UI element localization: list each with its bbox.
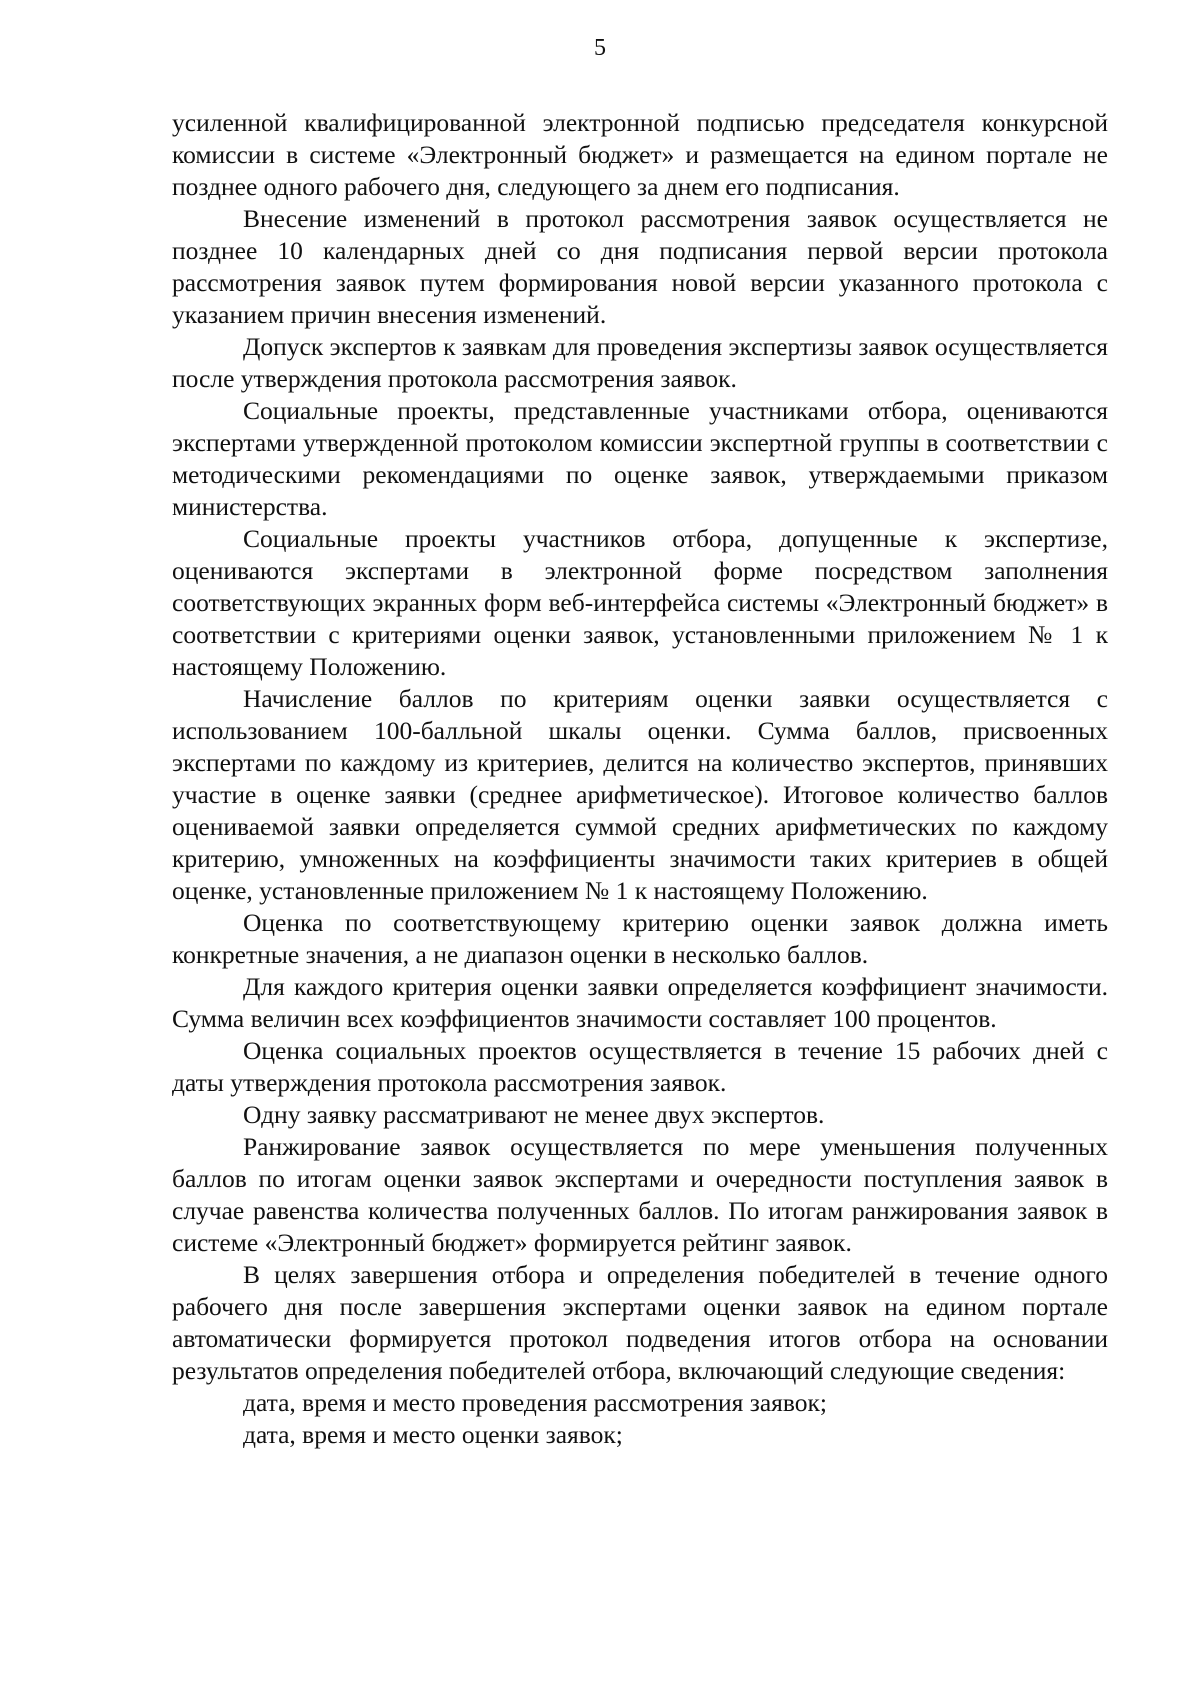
paragraph-scoring: Начисление баллов по критериям оценки заявки осуществляется с использованием 100-балльной шкалы оценки. Сумма баллов, присвоенных экспертами по каждому из критериев, делится на количество экспертов, принявших участие в оценке заявки (среднее арифметическое). Итоговое количество баллов оцениваемой заявки определяется суммой средних арифметических по каждому критерию, умноженных на коэффициенты значимости таких критериев в общей оценке, установленные приложением № 1 к настоящему Положению. xyxy=(172,684,1108,905)
paragraph-specific-values: Оценка по соответствующему критерию оценки заявок должна иметь конкретные значения, а не диапазон оценки в несколько баллов. xyxy=(172,908,1108,969)
paragraph-results-protocol: В целях завершения отбора и определения победителей в течение одного рабочего дня после завершения экспертами оценки заявок на едином портале автоматически формируется протокол подведения итогов отбора на основании результатов определения победителей отбора, включающий следующие сведения: xyxy=(172,1260,1108,1385)
paragraph-two-experts: Одну заявку рассматривают не менее двух экспертов. xyxy=(243,1100,825,1129)
paragraph-ranking: Ранжирование заявок осуществляется по мере уменьшения полученных баллов по итогам оценки заявок экспертами и очередности поступления заявок в случае равенства количества полученных баллов. По итогам ранжирования заявок в системе «Электронный бюджет» формируется рейтинг заявок. xyxy=(172,1132,1108,1257)
paragraph-electronic-evaluation: Социальные проекты участников отбора, допущенные к экспертизе, оцениваются экспертами в электронной форме посредством заполнения соответствующих экранных форм веб-интерфейса системы «Электронный бюджет» в соответствии с критериями оценки заявок, установленными приложением № 1 к настоящему Положению. xyxy=(172,524,1108,681)
document-body xyxy=(172,107,1108,1451)
page-number: 5 xyxy=(594,35,606,61)
list-item-evaluation-date: дата, время и место оценки заявок; xyxy=(243,1420,623,1449)
paragraph-evaluation-period: Оценка социальных проектов осуществляется в течение 15 рабочих дней с даты утверждения протокола рассмотрения заявок. xyxy=(172,1036,1108,1097)
paragraph-expert-access: Допуск экспертов к заявкам для проведения экспертизы заявок осуществляется после утверждения протокола рассмотрения заявок. xyxy=(172,332,1108,393)
paragraph-protocol-changes: Внесение изменений в протокол рассмотрения заявок осуществляется не позднее 10 календарных дней со дня подписания первой версии протокола рассмотрения заявок путем формирования новой версии указанного протокола с указанием причин внесения изменений. xyxy=(172,204,1108,329)
paragraph-signature-publication: усиленной квалифицированной электронной подписью председателя конкурсной комиссии в системе «Электронный бюджет» и размещается на едином портале не позднее одного рабочего дня, следующего за днем его подписания. xyxy=(172,108,1108,201)
paragraph-significance-coefficient: Для каждого критерия оценки заявки определяется коэффициент значимости. Сумма величин всех коэффициентов значимости составляет 100 процентов. xyxy=(172,972,1108,1033)
paragraph-project-evaluation: Социальные проекты, представленные участниками отбора, оцениваются экспертами утвержденной протоколом комиссии экспертной группы в соответствии с методическими рекомендациями по оценке заявок, утверждаемыми приказом министерства. xyxy=(172,396,1108,521)
list-item-review-date: дата, время и место проведения рассмотрения заявок; xyxy=(243,1388,827,1417)
